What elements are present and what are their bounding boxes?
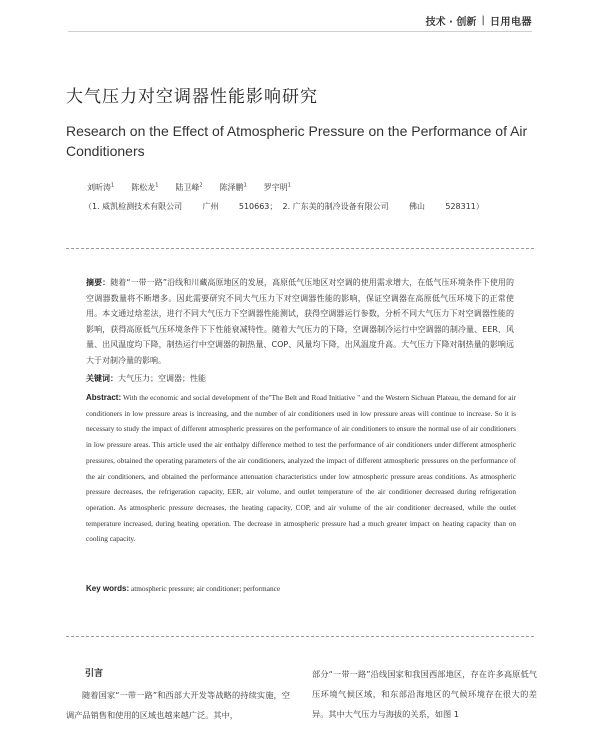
author: 罗宇明$^1$ [263,182,291,192]
header-separator: | [481,15,485,26]
author: 陈泽鹏$^1$ [219,182,247,192]
author: 陈松龙$^1$ [131,182,159,192]
abstract-english [86,390,516,547]
affiliations: （1. 威凯检测技术有限公司 广州 510663； 2. 广东美的制冷设备有限公司 佛山 528311） [84,202,484,211]
section-label: 技术 · 创新 [425,17,477,28]
author: 陆卫峰$^2$ [175,182,203,192]
running-header [426,13,532,28]
abstract-top-divider [66,248,534,249]
keywords-text: 大气压力；空调器；性能 [118,374,206,383]
abstract-label: 摘要： [86,278,111,287]
body-column-left: 随着国家“一带一路”和西部大开发等战略的持续实施，空调产品销售和使用的区域也越来越广泛。其中， [66,690,290,720]
abstract-label-en: Abstract: [86,393,122,402]
abstract-bottom-divider [66,636,534,637]
header-rule [68,31,532,32]
keywords-chinese [86,373,206,384]
keywords-text-en: atmospheric pressure; air conditioner; performance [130,584,281,593]
author: 刘昕涛$^1$ [87,182,115,192]
title-chinese: 大气压力对空调器性能影响研究 [66,87,318,107]
body-column-right: 部分“一带一路”沿线国家和我国西部地区，存在许多高原低气压环境气候区域，和东部沿海地区的气候环境存在很大的差异。其中大气压力与海拔的关系，如图 1 [312,669,537,719]
keywords-label-en: Key words: [86,584,130,593]
abstract-text-en: With the economic and social development of the"The Belt and Road Initiative " and the Western Sichuan Plateau, the demand for air conditioners in low pressure areas is increasing, and the number of air conditioners used in low pressure areas will continue to increase. So it is necessary to study the impact of different atmospheric pressures on the performance of air conditioners to ensure the normal use of air conditioners in low pressure areas. This article used the air enthalpy difference method to test the performance of air conditioners under different atmospheric pressures, obtained the operating parameters of the air conditioners, analyzed the impact of different atmospheric pressures on the performance of the air conditioners, and obtained the performance attenuation characteristics under low atmospheric pressure areas conditions. As atmospheric pressure decreases, the refrigeration capacity, EER, air volume, and outlet temperature of the air conditioner decreased during refrigeration operation. As atmospheric pressure decreases, the heating capacity, COP, and air volume of the air conditioner decreased, while the outlet temperature increased, during heating operation. The decrease in atmospheric pressure had a much greater impact on heating capacity than on cooling capacity. [86,393,516,544]
title-english: Research on the Effect of Atmospheric Pressure on the Performance of Air Conditioners [66,123,528,159]
section-heading-introduction: 引言 [85,669,104,679]
keywords-label: 关键词： [86,374,118,383]
abstract-text: 随着“一带一路”沿线和川藏高原地区的发展，高原低气压地区对空调的使用需求增大，在低气压环境条件下使用的空调器数量将不断增多。因此需要研究不同大气压力下对空调器性能的影响，保证空调器在高原低气压环境下的正常使用。本文通过焓差法，进行不同大气压力下空调器性能测试，获得空调器运行参数，分析不同大气压力下对空调器性能的影响，获得高原低气压环境条件下下性能衰减特性。随着大气压力的下降，空调器制冷运行中空调器的制冷量、EER、风量、出风温度均下降，制热运行中空调器的制热量、COP、风量均下降，出风温度升高。大气压力下降对制热量的影响远大于对制冷量的影响。 [86,278,514,365]
abstract-chinese [86,275,514,369]
keywords-english [86,584,280,593]
journal-brand: 日用电器 [490,17,532,28]
author-list [87,182,291,193]
